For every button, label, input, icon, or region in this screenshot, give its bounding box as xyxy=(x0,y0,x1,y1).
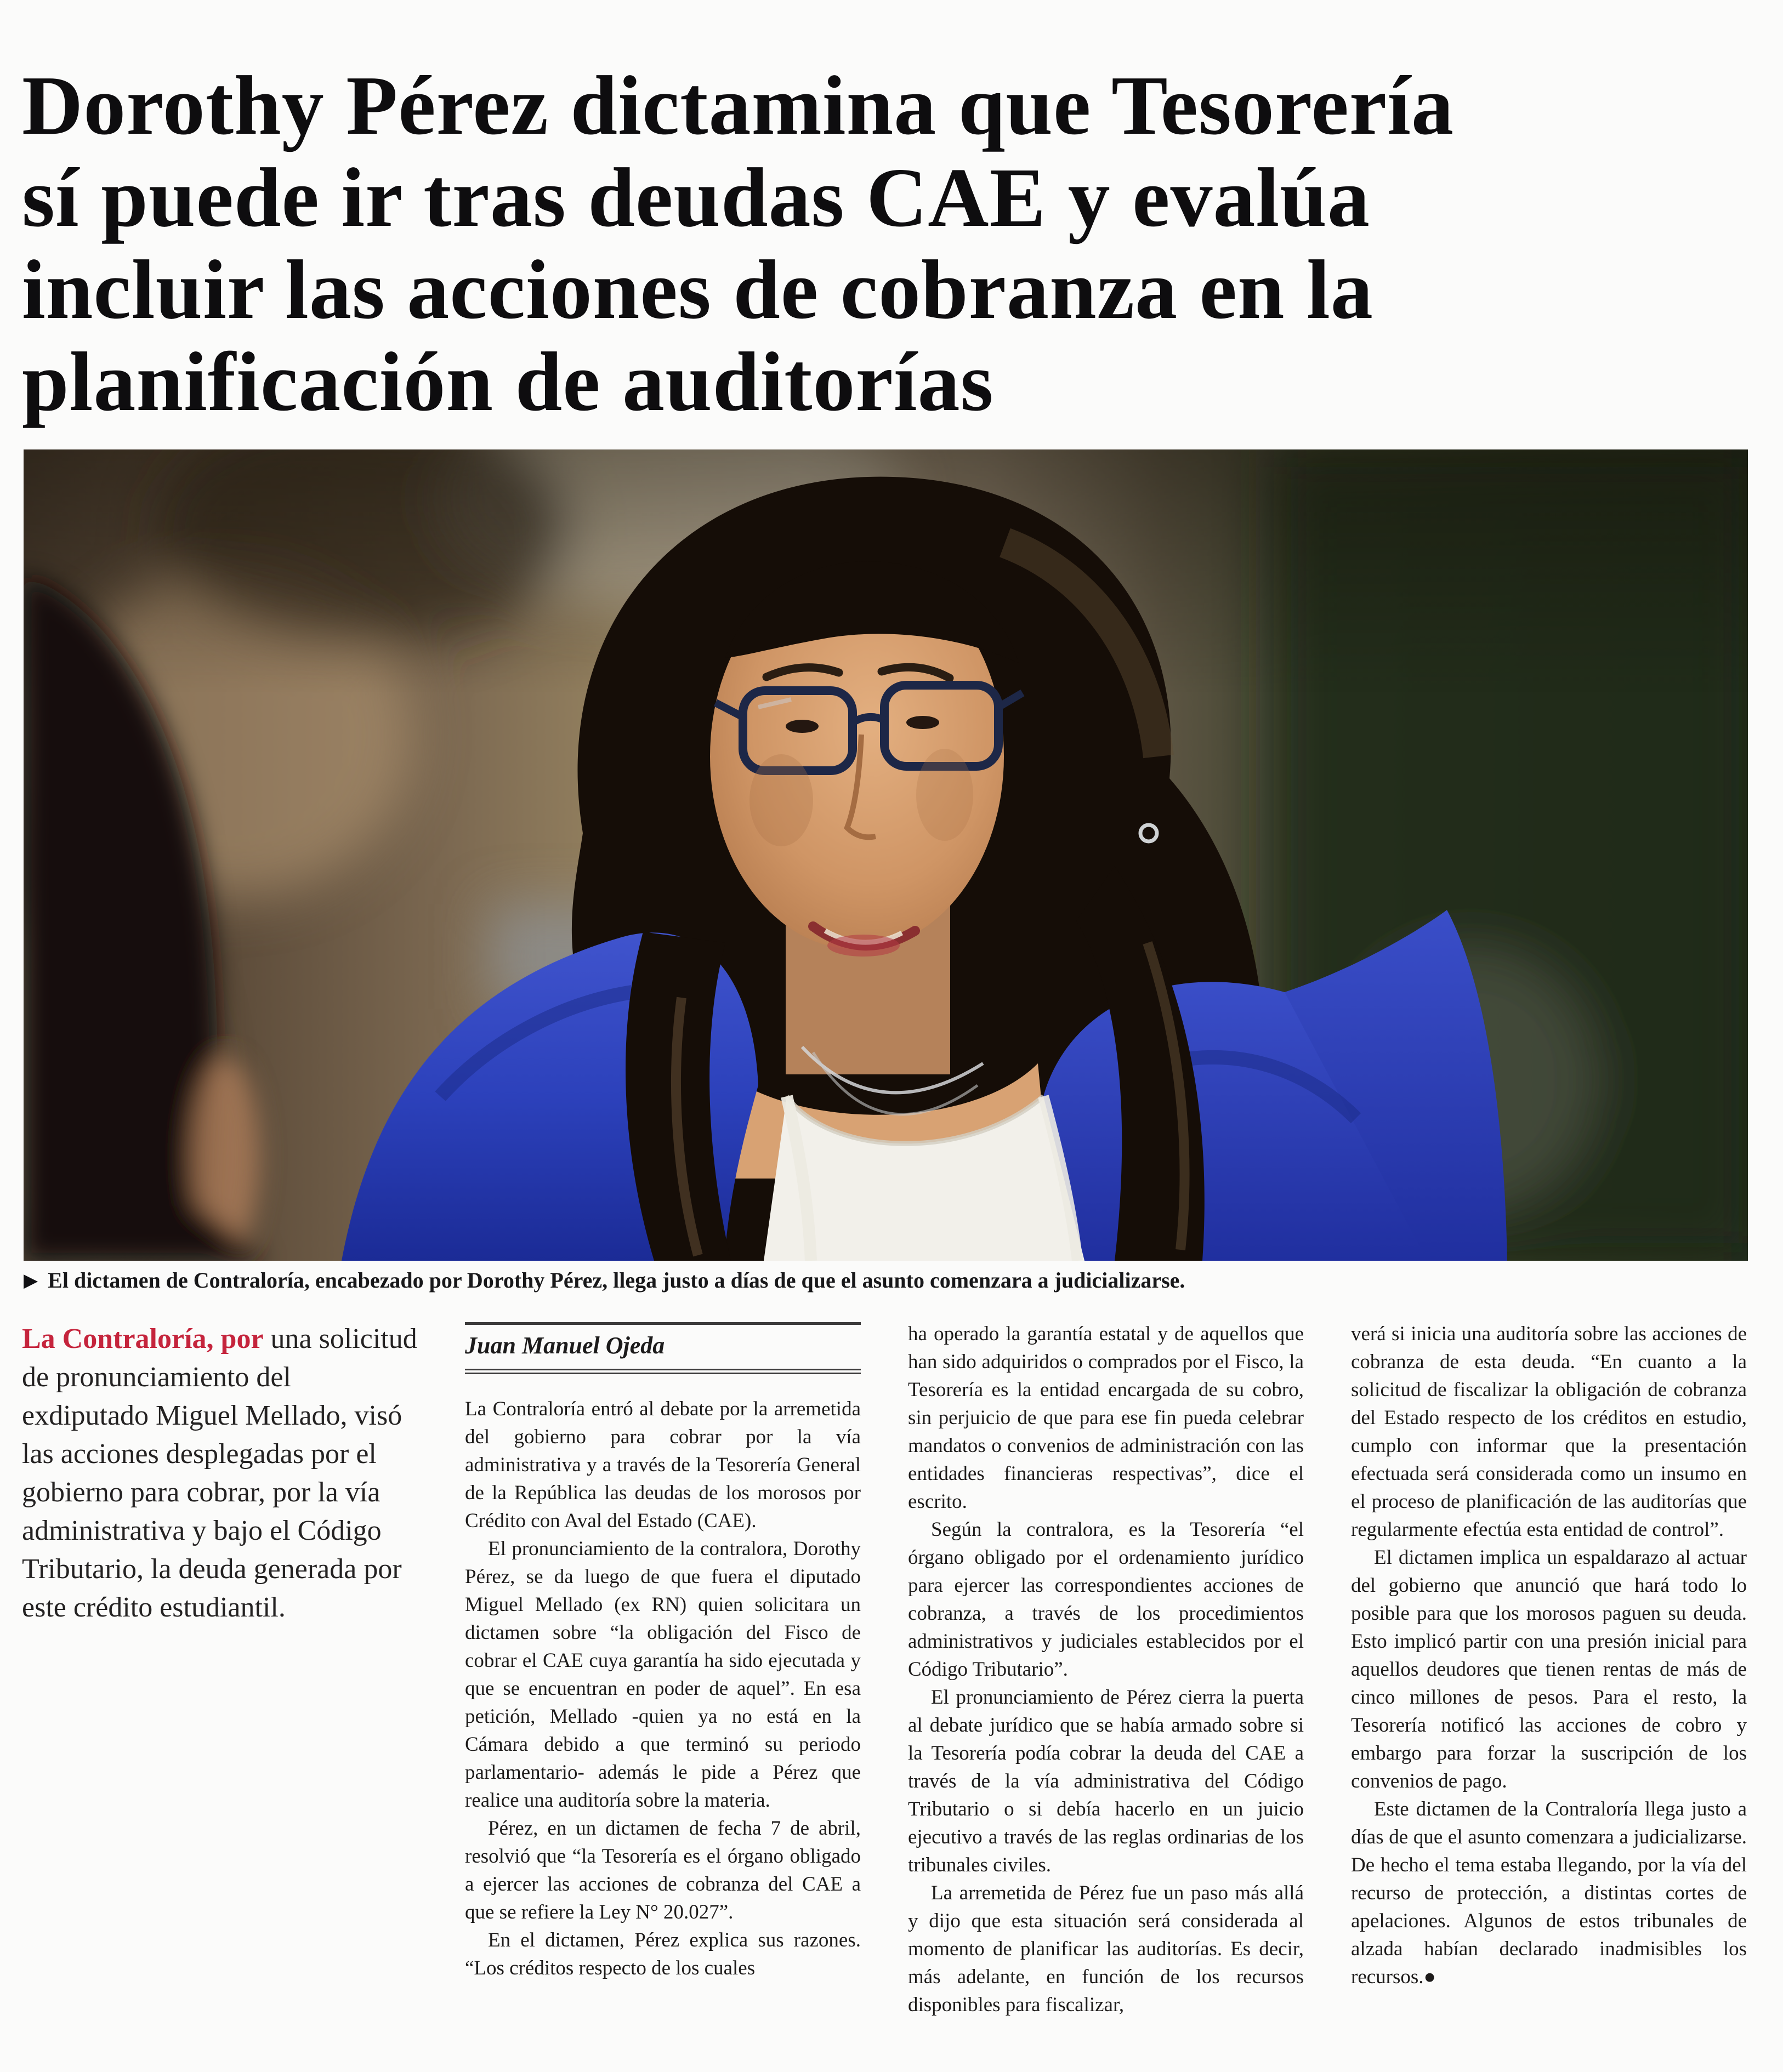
headline-line: Dorothy Pérez dictamina que Tesorería xyxy=(22,59,1454,153)
headline-line: planificación de auditorías xyxy=(22,335,994,429)
photo-caption-text: El dictamen de Contraloría, encabezado por Dorothy Pérez, llega justo a días de que el asunto comenzara a judicializarse. xyxy=(48,1268,1185,1293)
column-4-text xyxy=(1351,1320,1747,1991)
lead-in: La Contraloría, por xyxy=(22,1323,264,1354)
headline-line: sí puede ir tras deudas CAE y evalúa xyxy=(22,151,1370,245)
body-paragraph: La Contraloría entró al debate por la arremetida del gobierno para cobrar por la vía administrativa y a través de la Tesorería General de la República las deudas de los morosos por Crédito con Aval del Estado (CAE). xyxy=(465,1398,861,1532)
column-1 xyxy=(22,1320,418,2065)
article-columns xyxy=(22,1320,1748,2065)
body-paragraph: En el dictamen, Pérez explica sus razones. “Los créditos respecto de los cuales xyxy=(465,1929,861,1979)
body-paragraph: Según la contralora, es la Tesorería “el órgano obligado por el ordenamiento jurídico para ejercer las correspondientes acciones de cobranza, a través de los procedimientos administrativos y judiciales establecidos por el Código Tributario”. xyxy=(908,1518,1304,1681)
photo-caption xyxy=(24,1267,1748,1294)
body-paragraph: ha operado la garantía estatal y de aquellos que han sido adquiridos o comprados por el Fisco, la Tesorería es la entidad encargada de su cobro, sin perjuicio de que para ese fin pueda celebrar mandatos o convenios de administración con las entidades financieras respectivas”, dice el escrito. xyxy=(908,1323,1304,1513)
body-paragraph: Este dictamen de la Contraloría llega justo a días de que el asunto comenzara a judicializarse. De hecho el tema estaba llegando, por la vía del recurso de protección, a distintas cortes de apelaciones. Algunos de estos tribunales de alzada habían declarado inadmisibles los recursos.● xyxy=(1351,1798,1747,1988)
body-paragraph: El pronunciamiento de Pérez cierra la puerta al debate jurídico que se había armado sobre si la Tesorería podía cobrar la deuda del CAE a través de la vía administrativa del Código Tributario o si debía hacerlo en un juicio ejecutivo a través de las reglas ordinarias de los tribunales civiles. xyxy=(908,1686,1304,1876)
lead-rest: una solicitud de pronunciamiento del exdiputado Miguel Mellado, visó las acciones desplegadas por el gobierno para cobrar, por la vía administrativa y bajo el Código Tributario, la deuda generada por este crédito estudiantil. xyxy=(22,1323,417,1623)
byline xyxy=(465,1322,861,1374)
byline-name: Juan Manuel Ojeda xyxy=(465,1332,665,1359)
body-paragraph: El pronunciamiento de la contralora, Dorothy Pérez, se da luego de que fuera el diputado Miguel Mellado (ex RN) quien solicitara un dictamen sobre “la obligación del Fisco de cobrar el CAE cuya garantía ha sido ejecutada y que se encuentran en poder de aquel”. En esa petición, Mellado -quien ya no está en la Cámara debido a que terminó su periodo parlamentario- además le pide a Pérez que realice una auditoría sobre la materia. xyxy=(465,1538,861,1812)
caption-arrow-icon: ▶ xyxy=(24,1270,38,1291)
photo-illustration xyxy=(24,449,1748,1261)
headline-line: incluir las acciones de cobranza en la xyxy=(22,243,1373,337)
headline xyxy=(22,60,1761,428)
column-2-text xyxy=(465,1395,861,1982)
column-4 xyxy=(1351,1320,1747,2065)
photo xyxy=(24,449,1748,1261)
column-2 xyxy=(465,1320,861,2065)
body-paragraph: Pérez, en un dictamen de fecha 7 de abril, resolvió que “la Tesorería es el órgano obligado a ejercer las acciones de cobranza del CAE a que se refiere la Ley N° 20.027”. xyxy=(465,1817,861,1923)
body-paragraph: verá si inicia una auditoría sobre las acciones de cobranza de esta deuda. “En cuanto a la solicitud de fiscalizar la obligación de cobranza del Estado respecto de los créditos en estudio, cumplo con informar que la presentación efectuada será considerada como un insumo en el proceso de planificación de las auditorías que regularmente efectúa esta entidad de control”. xyxy=(1351,1323,1747,1541)
lead-paragraph xyxy=(22,1320,418,1627)
body-paragraph: La arremetida de Pérez fue un paso más allá y dijo que esta situación será considerada al momento de planificar las auditorías. Es decir, más adelante, en función de los recursos disponibles para fiscalizar, xyxy=(908,1882,1304,2016)
body-paragraph: El dictamen implica un espaldarazo al actuar del gobierno que anunció que hará todo lo posible para que los morosos paguen su deuda. Esto implicó partir con una presión inicial para aquellos deudores que tienen rentas de más de cinco millones de pesos. Para el resto, la Tesorería notificó las acciones de cobro y embargo para forzar la suscripción de los convenios de pago. xyxy=(1351,1546,1747,1792)
column-3-text xyxy=(908,1320,1304,2019)
column-3 xyxy=(908,1320,1304,2065)
